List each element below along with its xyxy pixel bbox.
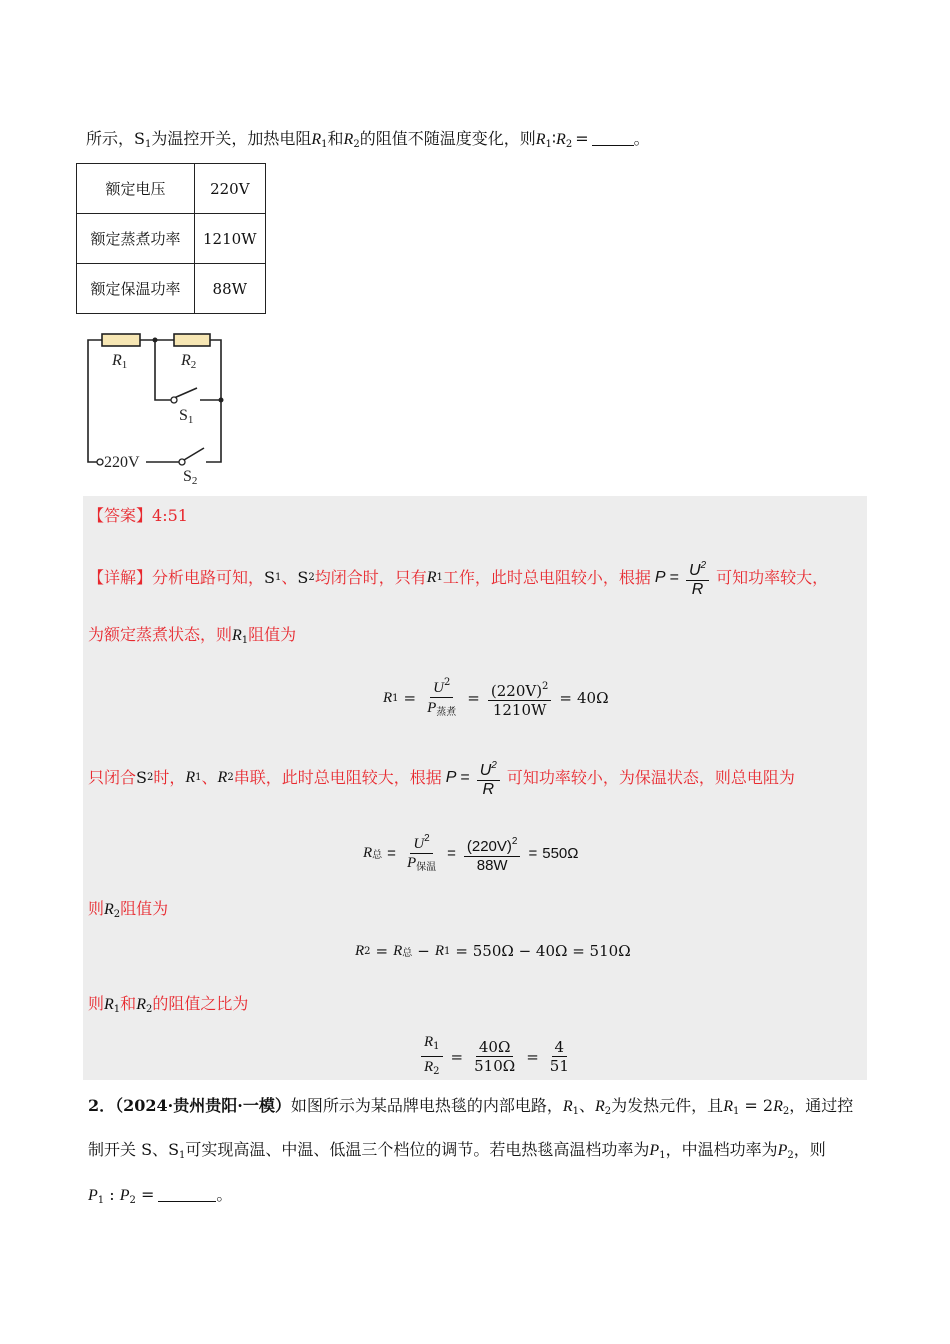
junction-node	[219, 398, 224, 403]
r1-label: R	[112, 352, 122, 369]
table-cell-value: 1210W	[195, 214, 266, 264]
switch-contact	[171, 397, 177, 403]
spec-table	[76, 163, 266, 314]
r2-label: R	[181, 352, 191, 369]
q2-line-2: 制开关 S、S1可实现高温、中温、低温三个档位的调节。若电热毯高温档功率为P1，中温档功率为P2，则	[88, 1140, 826, 1161]
table-cell-value: 88W	[195, 264, 266, 314]
intro-text: 所示，	[86, 129, 135, 148]
r2-symbol: R	[343, 131, 354, 148]
table-cell-value: 220V	[195, 164, 266, 214]
detail-line-5: 则R1和R2的阻值之比为	[88, 994, 249, 1015]
detail-line-3: 只闭合 S 2 时， R 1 、 R 2 串联，此时总电阻较大，根据 P = $\frac{U^2}{R}$ 可知功率较小，为保温状态，则总电阻为	[88, 757, 795, 799]
power-formula: P = $\frac{U^2}{R}$	[446, 757, 503, 799]
solution-panel	[83, 496, 867, 1080]
q2-line-3: P1 : P2 = 。	[88, 1185, 233, 1206]
detail-label: 【详解】	[88, 568, 153, 587]
answer-blank	[592, 131, 634, 146]
table-cell-label: 额定保温功率	[77, 264, 195, 314]
r1-symbol: R	[311, 131, 322, 148]
detail-line-4: 则R2阻值为	[88, 899, 169, 920]
switch-contact	[179, 459, 185, 465]
power-formula: P = $\frac{U^2}{R}$	[655, 557, 712, 599]
answer-line	[88, 505, 188, 527]
q2-line-1: 2．（2024·贵州贵阳·一模）如图所示为某品牌电热毯的内部电路，R1、R2为发热元件，且R1 = 2R2，通过控	[88, 1096, 854, 1117]
question-source: （2024·贵州贵阳·一模）	[115, 1096, 291, 1115]
s1-label: S	[179, 407, 188, 424]
equation-ratio: $\frac{R_1}{R_2}$ = $\frac{40\Omega}{510\Omega}$ = $\frac{4}{51}$	[418, 1032, 575, 1081]
s2-label: S	[183, 468, 192, 485]
junction-node	[153, 338, 158, 343]
equation-r1: R 1 = $\frac{U^2}{P_{蒸煮}}$ = $\frac{(220V)^2}{1210W}$ = 40Ω	[383, 674, 609, 722]
question-number: 2．	[88, 1096, 116, 1115]
equation-r-total: R 总 = $\frac{U^2}{P_{保温}}$ = $\frac{(220V)^2}{88W}$ = 550Ω	[363, 830, 578, 877]
detail-line-2: 为额定蒸煮状态，则R1阻值为	[88, 625, 297, 646]
terminal-contact	[97, 459, 103, 465]
intro-line: 所示，S1为温控开关，加热电阻R1和R2的阻值不随温度变化，则R1∶R2 = 。	[86, 129, 650, 150]
answer-label: 【答案】	[88, 506, 153, 525]
answer-value: 4:51	[152, 506, 188, 525]
table-row	[77, 164, 266, 214]
s1-symbol: S	[134, 129, 145, 148]
table-row	[77, 214, 266, 264]
svg-text:R1: R1	[112, 352, 128, 371]
svg-text:S1: S1	[179, 407, 194, 426]
circuit-diagram	[80, 326, 240, 488]
equation-r2: R 2 = R 总 − R 1 = 550Ω − 40Ω = 510Ω	[355, 942, 631, 960]
r2-resistor	[174, 334, 210, 346]
r1-resistor	[102, 334, 140, 346]
table-cell-label: 额定电压	[77, 164, 195, 214]
table-cell-label: 额定蒸煮功率	[77, 214, 195, 264]
svg-text:R2: R2	[181, 352, 197, 371]
answer-blank	[158, 1187, 216, 1202]
svg-text:S2: S2	[183, 468, 198, 487]
detail-line-1: 【详解】 分析电路可知， S 1 、 S 2 均闭合时，只有 R 1 工作，此时总电阻较小，根据 P = $\frac{U^2}{R}$ 可知功率较大，	[88, 557, 828, 599]
table-row	[77, 264, 266, 314]
voltage-label: 220V	[104, 454, 140, 471]
